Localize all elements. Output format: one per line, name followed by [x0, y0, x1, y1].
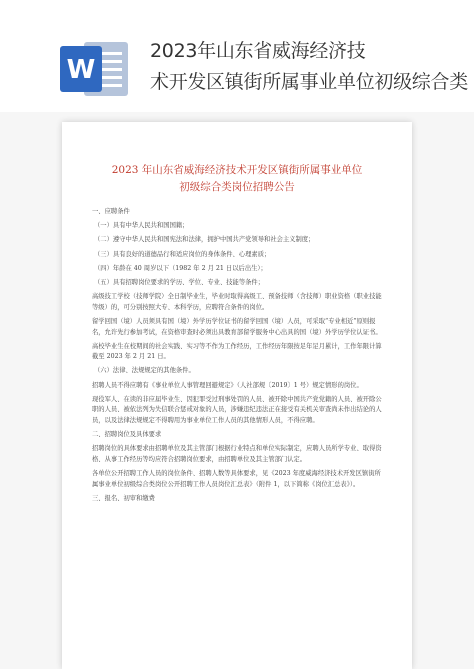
- title-line-2: 术开发区镇街所属事业单位初级综合类: [150, 71, 468, 93]
- paragraph: 高级技工学校（技师学院）全日制毕业生，毕业时取得高级工、预备技师（含技师）职业资格（职业技能等级）的，可分别按照大专、本科学历，应聘符合条件的岗位。: [92, 293, 382, 311]
- header: [0, 0, 474, 112]
- section-heading: 三、报名、初审和缴费: [92, 494, 155, 502]
- document-heading-line-2: 初级综合类岗位招聘公告: [179, 181, 295, 193]
- paragraph: 各单位公开招聘工作人员的岗位条件、招聘人数等具体要求，见《2023 年度威海经济技术开发区镇街所属事业单位初级综合类岗位公开招聘工作人员岗位汇总表》（附件 1，以下简称《岗位汇总表》）。: [92, 470, 381, 488]
- document-body: [92, 207, 384, 508]
- section-heading: 一、应聘条件: [92, 208, 130, 215]
- page-title: [150, 36, 474, 98]
- list-item: （三）具有良好的道德品行和适应岗位的身体条件、心理素质；: [94, 250, 271, 258]
- paragraph: 留学回国（境）人员须具有国（境）外学历学位证书的留学回国（境）人员，可采取“专业相近”原则报名，允许先行参加考试，在资格审查时必须出具教育部留学服务中心出具的国（境）外学历学位认证书。: [92, 317, 382, 336]
- document-heading-line-1: 2023 年山东省威海经济技术开发区镇街所属事业单位: [111, 164, 363, 176]
- list-item: （一）具有中华人民共和国国籍；: [94, 222, 189, 230]
- section-heading: 二、招聘岗位及具体要求: [92, 431, 162, 439]
- document-heading: [92, 162, 382, 196]
- paragraph: 招聘岗位的具体要求由招聘单位及其主管部门根据行业特点和单位实际制定，应聘人员所学专业、取得资格、从事工作经历等均应符合招聘岗位要求，由招聘单位及其主管部门认定。: [92, 445, 382, 463]
- list-item: （五）具有招聘岗位要求的学历、学位、专业、技能等条件；: [94, 278, 265, 286]
- document-page: [62, 122, 412, 669]
- list-item: （四）年龄在 40 周岁以下（1982 年 2 月 21 日以后出生）；: [94, 264, 267, 272]
- list-item: （二）遵守中华人民共和国宪法和法律，拥护中国共产党领导和社会主义制度；: [94, 236, 315, 244]
- svg-text:W: W: [66, 55, 96, 85]
- paragraph: 现役军人、在读的非应届毕业生、因犯罪受过刑事处罚的人员、被开除中国共产党党籍的人员、被开除公职的人员、被依法列为失信联合惩戒对象的人员，涉嫌违纪违法正在接受有关机关审查尚未作出结论的人员，以及法律法规规定不得聘用为事业单位工作人员的其他情形人员，不得应聘。: [92, 395, 382, 425]
- paragraph: 招聘人员不得应聘有《事业单位人事管理回避规定》（人社部规〔2019〕1 号）规定情形的岗位。: [92, 381, 363, 389]
- title-line-1: 2023年山东省威海经济技: [150, 40, 366, 62]
- word-document-icon: [60, 40, 130, 98]
- paragraph: 高校毕业生在校期间的社会实践、实习等不作为工作经历，工作经历年限按足年足月累计，工作年限计算截至 2023 年 2 月 21 日。: [92, 342, 382, 361]
- list-item: （六）法律、法规规定的其他条件。: [94, 367, 195, 375]
